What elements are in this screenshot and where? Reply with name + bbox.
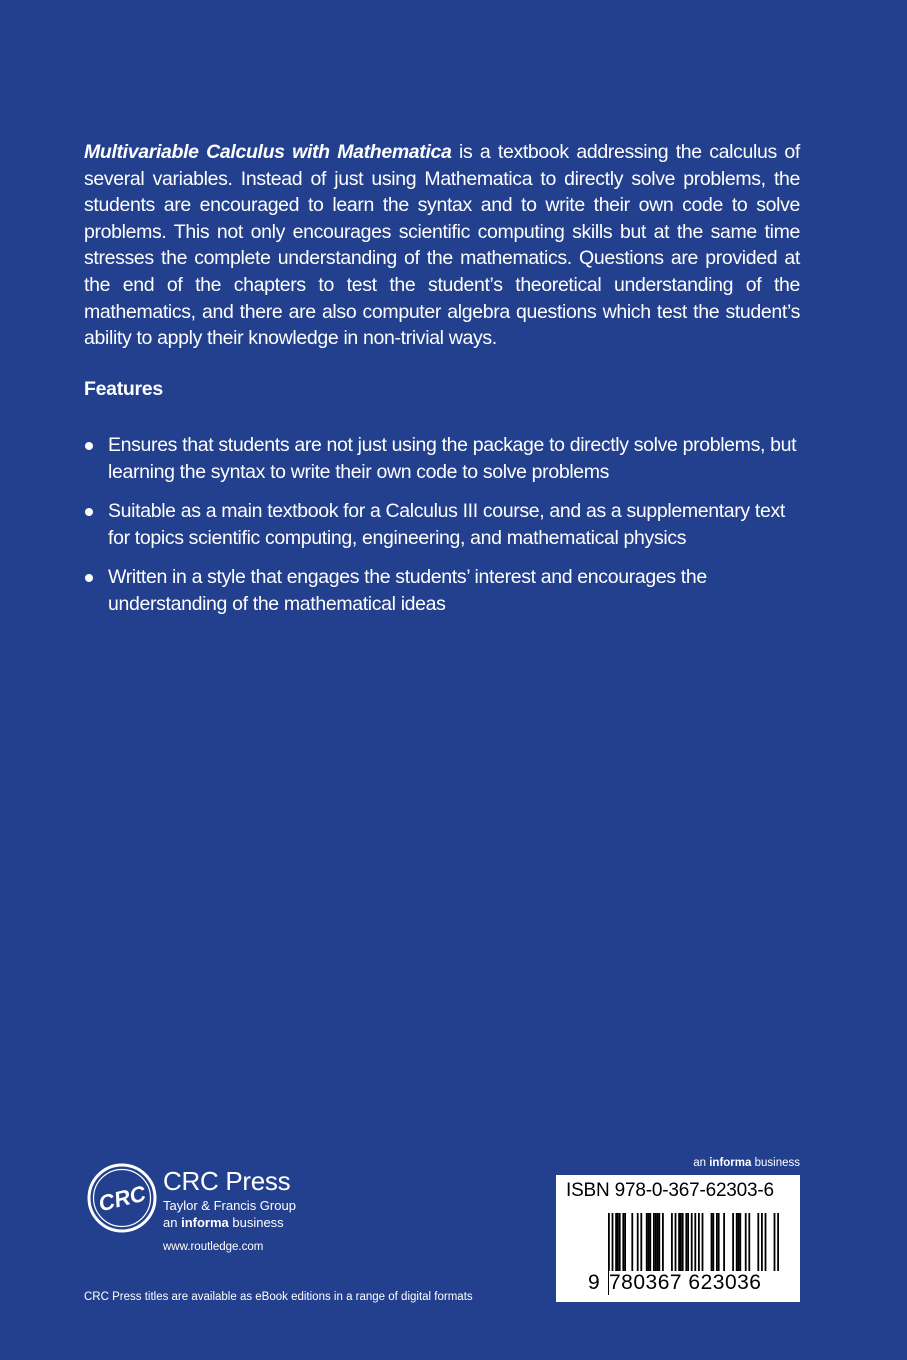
publisher-group: Taylor & Francis Group <box>163 1198 296 1213</box>
features-heading: Features <box>84 378 163 400</box>
feature-text: Suitable as a main textbook for a Calculus III course, and as a supplementary text for topics scientific computing, engineering, and mathematical physics <box>108 500 785 549</box>
barcode-digits: 780367 623036 <box>609 1271 781 1299</box>
crc-logo-icon <box>86 1162 158 1234</box>
publisher-block <box>163 1166 296 1232</box>
informa-suffix: business <box>751 1157 800 1169</box>
publisher-informa-line <box>163 1214 296 1232</box>
crc-logo-text: CRC <box>95 1180 149 1217</box>
informa-word: informa <box>181 1215 229 1230</box>
book-title: Multivariable Calculus with Mathematica <box>84 141 452 163</box>
bullet-icon <box>85 442 93 450</box>
feature-item <box>84 432 800 485</box>
informa-prefix: an <box>693 1157 710 1169</box>
barcode-first-digit: 9 <box>588 1271 600 1294</box>
feature-text: Written in a style that engages the students’ interest and encourages the understanding of the mathematical ideas <box>108 566 707 615</box>
isbn-label: ISBN 978-0-367-62303-6 <box>566 1180 774 1201</box>
publisher-name: CRC Press <box>163 1166 291 1196</box>
informa-business-label <box>693 1157 800 1169</box>
feature-text: Ensures that students are not just using the package to directly solve problems, but learning the syntax to write their own code to solve problems <box>108 434 797 483</box>
ebook-note: CRC Press titles are available as eBook editions in a range of digital formats <box>84 1291 473 1303</box>
informa-word: informa <box>709 1157 752 1169</box>
informa-prefix: an <box>163 1215 182 1230</box>
informa-suffix: business <box>228 1215 284 1230</box>
bullet-icon <box>85 508 93 516</box>
description-paragraph <box>84 139 800 352</box>
publisher-website: www.routledge.com <box>163 1241 264 1253</box>
features-list <box>84 432 800 631</box>
bullet-icon <box>85 574 93 582</box>
description-text: is a textbook addressing the calculus of several variables. Instead of just using Mathematica to directly solve problems, the students are encouraged to learn the syntax and to write their own code to solve problems. This not only encourages scientific computing skills but at the same time stresses the complete understanding of the mathematics. Questions are provided at the end of the chapters to test the student’s theoretical understanding of the mathematics, and there are also computer algebra questions which test the student’s ability to apply their knowledge in non-trivial ways. <box>84 141 800 350</box>
feature-item <box>84 564 800 617</box>
isbn-barcode-box <box>556 1175 800 1302</box>
feature-item <box>84 498 800 551</box>
